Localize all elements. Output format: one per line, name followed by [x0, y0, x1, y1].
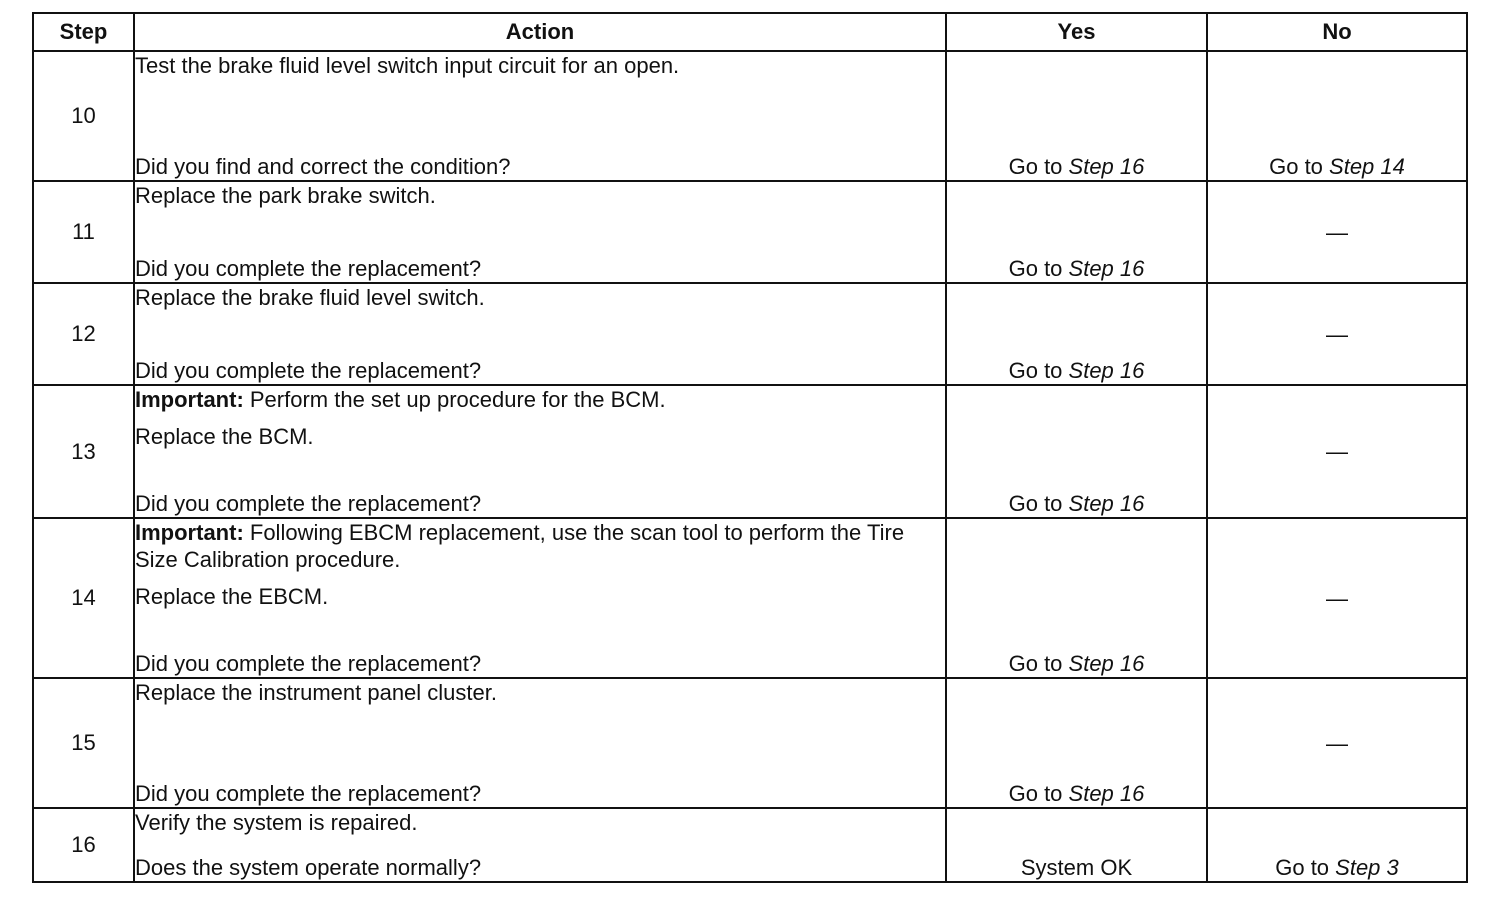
yes-cell [946, 518, 1207, 678]
important-text: Perform the set up procedure for the BCM. [243, 387, 666, 412]
question-text: Does the system operate normally? [135, 855, 482, 880]
action-cell [134, 283, 946, 385]
yes-prefix: Go to [1008, 154, 1069, 179]
action-cell [134, 518, 946, 678]
yes-step-link: Step 16 [1068, 358, 1145, 383]
important-note [135, 519, 945, 573]
table-row [33, 181, 1467, 283]
step-number: 11 [33, 181, 134, 283]
step-number: 16 [33, 808, 134, 882]
yes-prefix: Go to [1008, 651, 1069, 676]
step-number: 14 [33, 518, 134, 678]
yes-step-link: Step 16 [1068, 256, 1145, 281]
no-cell [1207, 808, 1467, 882]
yes-cell: System OK [946, 808, 1207, 882]
no-cell: — [1207, 181, 1467, 283]
instruction-text: Verify the system is repaired. [135, 810, 418, 835]
no-cell: — [1207, 518, 1467, 678]
yes-cell [946, 385, 1207, 518]
yes-prefix: Go to [1008, 491, 1069, 516]
header-step: Step [33, 13, 134, 51]
important-text: Following EBCM replacement, use the scan tool to perform the Tire Size Calibration procedure. [135, 520, 905, 572]
header-row [33, 13, 1467, 51]
no-prefix: Go to [1269, 154, 1330, 179]
yes-step-link: Step 16 [1068, 491, 1145, 516]
no-cell [1207, 51, 1467, 181]
question-text: Did you complete the replacement? [135, 358, 482, 383]
action-cell [134, 51, 946, 181]
yes-prefix: Go to [1008, 781, 1069, 806]
table-row [33, 385, 1467, 518]
yes-cell [946, 678, 1207, 808]
diagnostic-table [32, 12, 1468, 883]
yes-step-link: Step 16 [1068, 781, 1145, 806]
yes-step-link: Step 16 [1068, 651, 1145, 676]
no-step-link: Step 3 [1335, 855, 1399, 880]
yes-cell [946, 181, 1207, 283]
yes-cell [946, 283, 1207, 385]
question-text: Did you complete the replacement? [135, 651, 482, 676]
table-row [33, 518, 1467, 678]
step-number: 10 [33, 51, 134, 181]
action-cell [134, 808, 946, 882]
yes-prefix: Go to [1008, 358, 1069, 383]
important-note [135, 386, 945, 413]
action-cell [134, 385, 946, 518]
header-action: Action [134, 13, 946, 51]
yes-step-link: Step 16 [1068, 154, 1145, 179]
question-text: Did you complete the replacement? [135, 781, 482, 806]
table-row [33, 678, 1467, 808]
important-label: Important: [135, 520, 244, 545]
header-yes: Yes [946, 13, 1207, 51]
header-no: No [1207, 13, 1467, 51]
question-text: Did you complete the replacement? [135, 256, 482, 281]
step-number: 15 [33, 678, 134, 808]
important-label: Important: [135, 387, 244, 412]
no-cell: — [1207, 283, 1467, 385]
no-step-link: Step 14 [1329, 154, 1405, 179]
question-text: Did you complete the replacement? [135, 491, 482, 516]
action-cell [134, 678, 946, 808]
instruction-text: Replace the EBCM. [135, 584, 329, 609]
step-number: 12 [33, 283, 134, 385]
no-cell: — [1207, 385, 1467, 518]
question-text: Did you find and correct the condition? [135, 154, 511, 179]
instruction-text: Test the brake fluid level switch input circuit for an open. [135, 53, 680, 78]
table-row [33, 51, 1467, 181]
instruction-text: Replace the park brake switch. [135, 183, 436, 208]
action-cell [134, 181, 946, 283]
instruction-text: Replace the brake fluid level switch. [135, 285, 485, 310]
yes-cell [946, 51, 1207, 181]
instruction-text: Replace the instrument panel cluster. [135, 680, 497, 705]
no-cell: — [1207, 678, 1467, 808]
yes-prefix: Go to [1008, 256, 1069, 281]
table-row [33, 283, 1467, 385]
no-prefix: Go to [1275, 855, 1336, 880]
step-number: 13 [33, 385, 134, 518]
instruction-text: Replace the BCM. [135, 424, 314, 449]
table-row [33, 808, 1467, 882]
